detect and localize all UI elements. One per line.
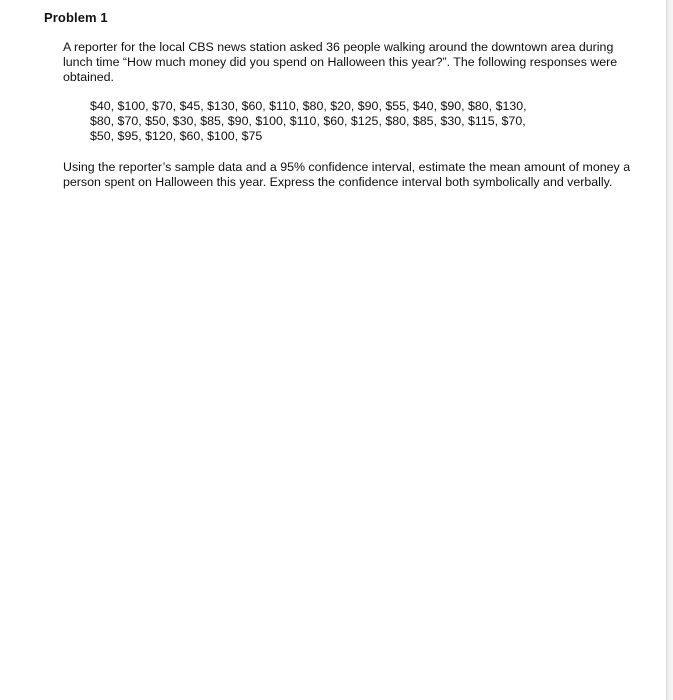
response-data-line: $80, $70, $50, $30, $85, $90, $100, $110, $60, $125, $80, $85, $30, $115, $70, <box>90 113 526 128</box>
response-data-block <box>90 99 630 143</box>
page-edge-shadow <box>666 0 673 700</box>
response-data-line: $50, $95, $120, $60, $100, $75 <box>90 128 263 143</box>
problem-intro-text: A reporter for the local CBS news station asked 36 people walking around the downtown area during lunch time “How much money did you spend on Halloween this year?”. The following responses were obtained. <box>63 40 618 84</box>
response-data-line: $40, $100, $70, $45, $130, $60, $110, $80, $20, $90, $55, $40, $90, $80, $130, <box>90 99 527 113</box>
problem-title: Problem 1 <box>44 10 108 25</box>
problem-question-text: Using the reporter’s sample data and a 95% confidence interval, estimate the mean amount of money a person spent on Halloween this year. Express the confidence interval both symbolically and verbally. <box>63 160 631 189</box>
